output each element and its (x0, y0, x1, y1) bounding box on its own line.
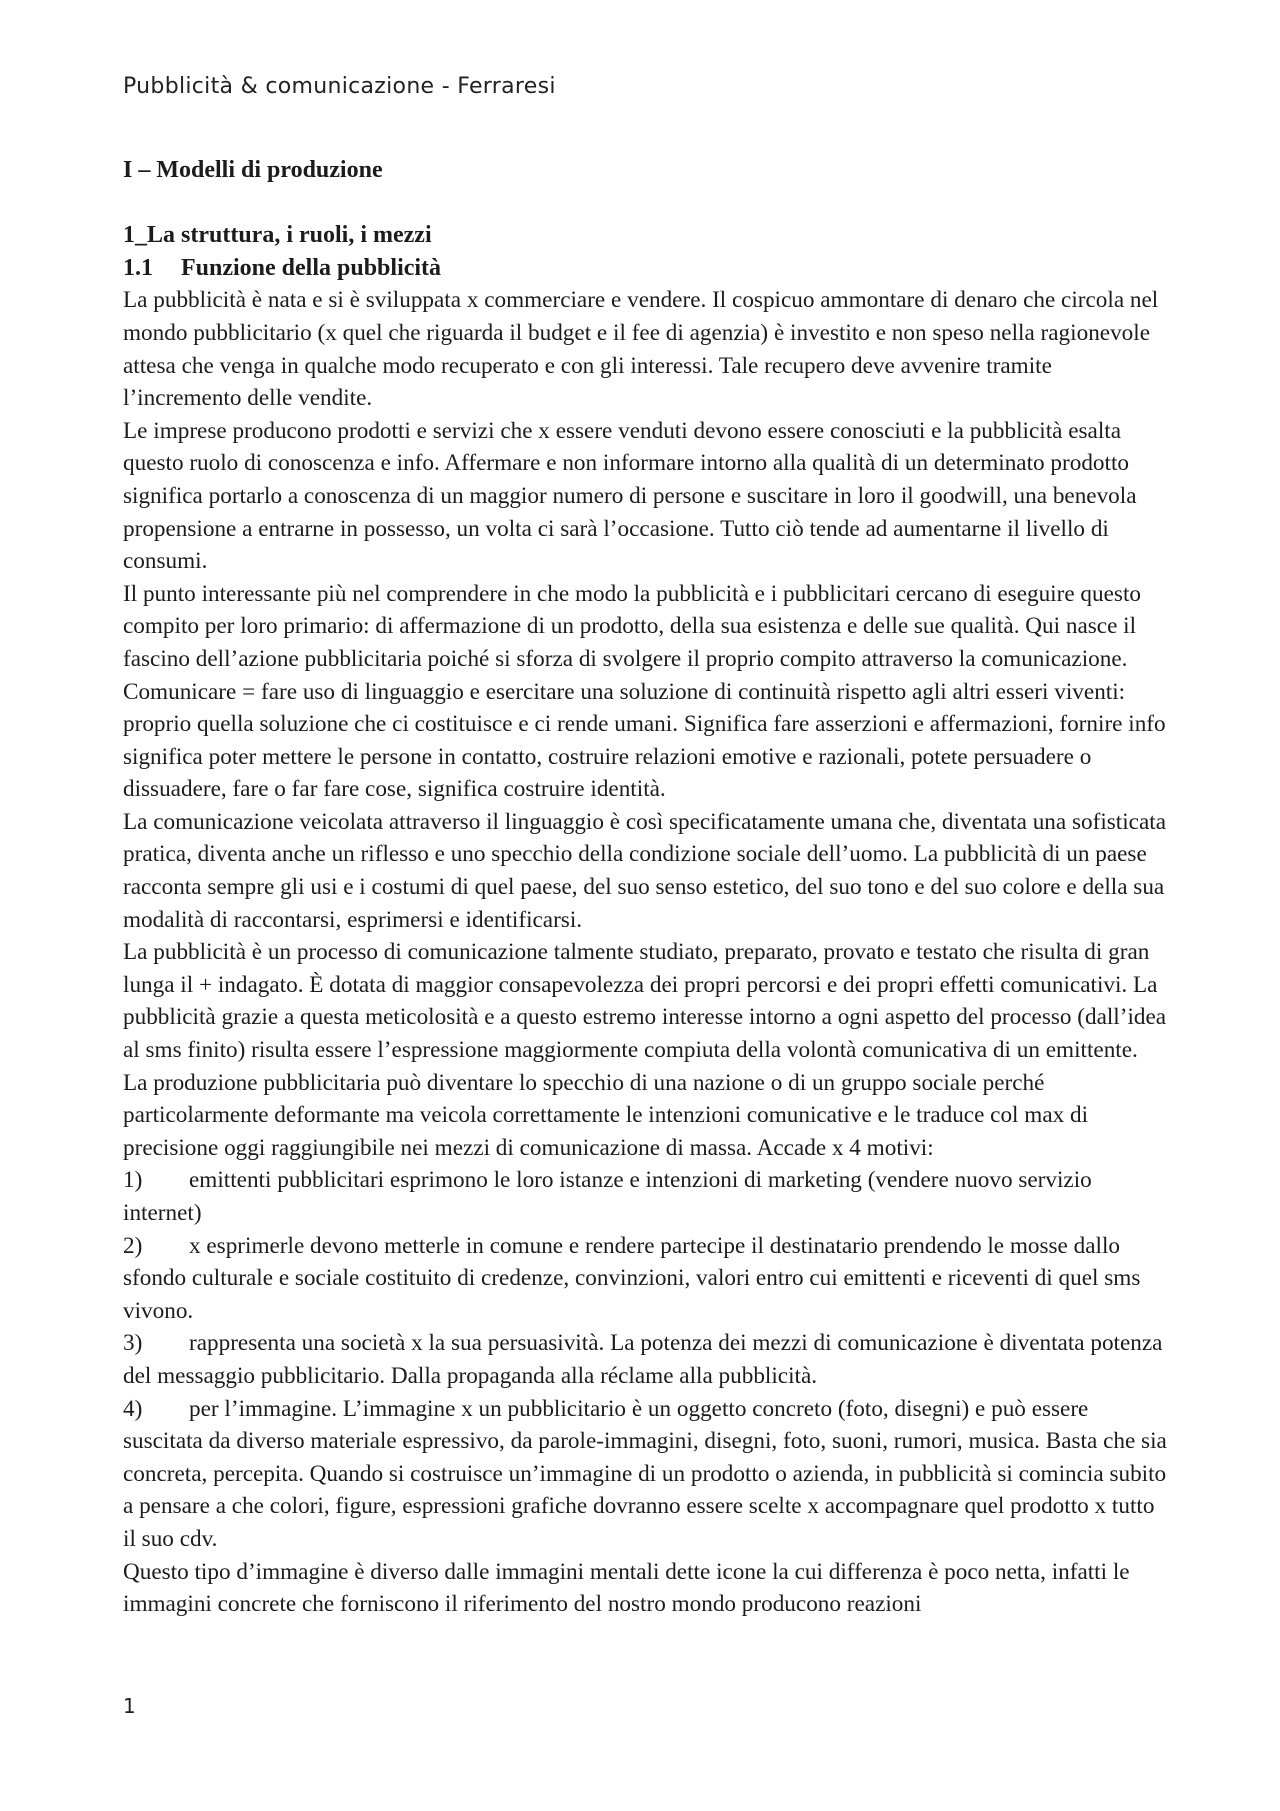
list-item-number: 1) (123, 1167, 143, 1194)
paragraph: Comunicare = fare uso di linguaggio e esercitare una soluzione di continuità rispetto agli altri esseri viventi: proprio quella soluzione che ci costituisce e ci rende umani. Significa fare asserzioni e affermazioni, fornire info significa poter mettere le persone in contatto, costruire relazioni emotive e razionali, potete persuadere o dissuadere, fare o far fare cose, significa costruire identità. (123, 678, 1166, 803)
list-item (123, 1327, 1173, 1392)
list-item-text: emittenti pubblicitari esprimono le loro istanze e intenzioni di marketing (vendere nuovo servizio internet) (123, 1167, 1092, 1226)
list-item-text: per l’immagine. L’immagine x un pubblicitario è un oggetto concreto (foto, disegni) e può essere suscitata da diverso materiale espressivo, da parole-immagini, disegni, foto, suoni, rumori, musica. Basta che sia concreta, percepita. Quando si costruisce un’immagine di un prodotto o azienda, in pubblicità si comincia subito a pensare a che colori, figure, espressioni grafiche dovranno essere scelte x accompagnare quel prodotto x tutto il suo cdv. (123, 1395, 1167, 1552)
section-number: 1.1 (123, 254, 153, 281)
list-item-text: x esprimerle devono metterle in comune e rendere partecipe il destinatario prendendo le mosse dallo sfondo culturale e sociale costituito di credenze, convinzioni, valori entro cui emittenti e riceventi di quel sms vivono. (123, 1232, 1141, 1324)
paragraph: Le imprese producono prodotti e servizi che x essere venduti devono essere conosciuti e la pubblicità esalta questo ruolo di conoscenza e info. Affermare e non informare intorno alla qualità di un determinato prodotto significa portarlo a conoscenza di un maggior numero di persone e suscitare in loro il goodwill, una benevola propensione a entrarne in possesso, un volta ci sarà l’occasione. Tutto ciò tende ad aumentarne il livello di consumi. (123, 417, 1137, 575)
blank-line (123, 187, 1173, 220)
list-item-number: 2) (123, 1232, 143, 1259)
list-item-number: 3) (123, 1330, 143, 1357)
chapter-title: 1_La struttura, i ruoli, i mezzi (123, 222, 432, 249)
part-title: I – Modelli di produzione (123, 157, 383, 183)
paragraph: La comunicazione veicolata attraverso il linguaggio è così specificatamente umana che, diventata una sofisticata pratica, diventa anche un riflesso e uno specchio della condizione sociale dell’uomo. La pubblicità di un paese racconta sempre gli usi e i costumi di quel paese, del suo senso estetico, del suo tono e del suo colore e della sua modalità di raccontarsi, esprimersi e identificarsi. (123, 808, 1166, 933)
paragraph: Il punto interessante più nel comprendere in che modo la pubblicità e i pubblicitari cercano di eseguire questo compito per loro primario: di affermazione di un prodotto, della sua esistenza e delle sue qualità. Qui nasce il fascino dell’azione pubblicitaria poiché si sforza di svolgere il proprio compito attraverso la comunicazione. (123, 580, 1141, 672)
list-item (123, 1393, 1173, 1556)
paragraph: La pubblicità è un processo di comunicazione talmente studiato, preparato, provato e testato che risulta di gran lunga il + indagato. È dotata di maggior consapevolezza dei propri percorsi e dei propri effetti comunicativi. La pubblicità grazie a questa meticolosità e a questo estremo interesse intorno a ogni aspetto del processo (dall’idea al sms finito) risulta essere l’espressione maggiormente compiuta della volontà comunicativa di un emittente. (123, 939, 1167, 1064)
list-item-number: 4) (123, 1395, 143, 1422)
list-item-text: rappresenta una società x la sua persuasività. La potenza dei mezzi di comunicazione è diventata potenza del messaggio pubblicitario. Dalla propaganda alla réclame alla pubblicità. (123, 1330, 1163, 1389)
closing-paragraph: Questo tipo d’immagine è diverso dalle immagini mentali dette icone la cui differenza è poco netta, infatti le immagini concrete che forniscono il riferimento del nostro mondo producono reazioni (123, 1558, 1130, 1618)
list-item (123, 1230, 1173, 1328)
paragraph: La produzione pubblicitaria può diventare lo specchio di una nazione o di un gruppo sociale perché particolarmente deformante ma veicola correttamente le intenzioni comunicative e le traduce col max di precisione oggi raggiungibile nei mezzi di comunicazione di massa. Accade x 4 motivi: (123, 1069, 1089, 1161)
section-title: Funzione della pubblicità (181, 254, 442, 281)
list-item (123, 1164, 1173, 1229)
page-content (123, 154, 1173, 1621)
section-heading (123, 252, 1173, 285)
page-number: 1 (123, 1694, 136, 1718)
paragraph: La pubblicità è nata e si è sviluppata x commerciare e vendere. Il cospicuo ammontare di denaro che circola nel mondo pubblicitario (x quel che riguarda il budget e il fee di agenzia) è investito e non speso nella ragionevole attesa che venga in qualche modo recuperato e con gli interessi. Tale recupero deve avvenire tramite l’incremento delle vendite. (123, 287, 1159, 412)
page-header: Pubblicità & comunicazione - Ferraresi (123, 74, 556, 99)
